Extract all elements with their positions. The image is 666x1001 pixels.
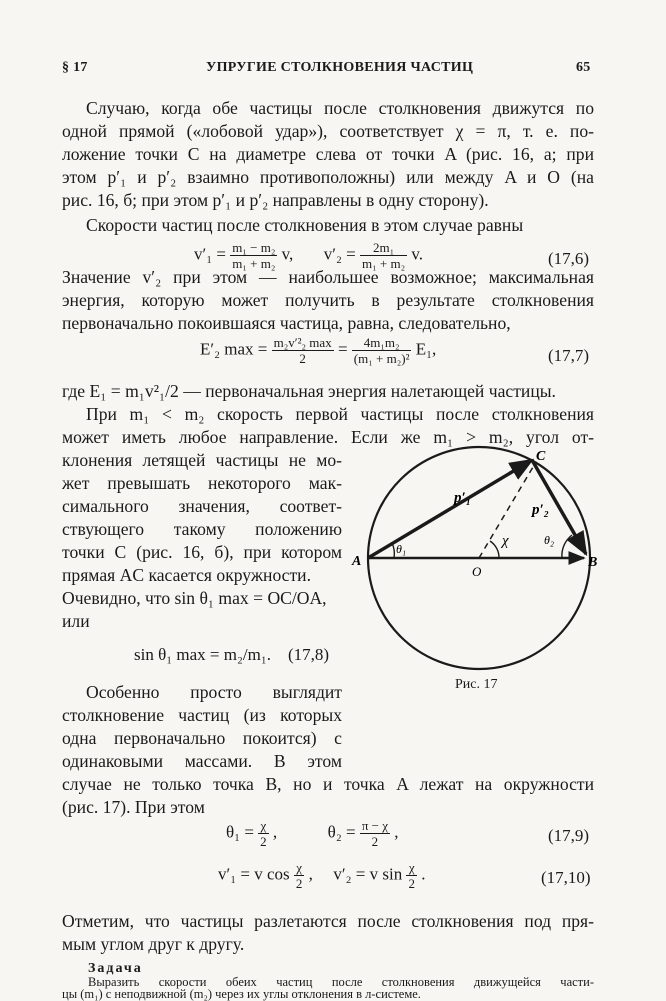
equation-17-8: sin θ₁ max = m₂/m₁.: [134, 645, 272, 664]
text-line: Значение v′₂ при этом — наибольшее возможное; максимальная: [62, 267, 594, 287]
section-number: § 17: [62, 60, 88, 75]
task-heading: Задача: [88, 961, 143, 976]
fraction: $\frac{\text{m₁ − m₂}}{\text{m₁ + m₂}}$: [232, 240, 276, 271]
paragraph-4: где E₁ = m₁v²₁/2 — первоначальная энергия налетающей частицы.: [62, 381, 556, 401]
label-theta1: θ₁: [396, 542, 407, 556]
eq-term: θ₁ =: [226, 822, 254, 842]
angle-chi-arc: [490, 541, 499, 558]
text-line: энергия, которую может получить в результате столкновения: [62, 290, 594, 310]
fraction: $\frac{\text{m₂v′²₂ max}}{2}$: [273, 335, 332, 366]
text-line: жет превышать некоторого мак-: [62, 473, 342, 493]
text-line: первоначально покоившаяся частица, равна, следовательно,: [62, 313, 511, 333]
text-line: Особенно просто выглядит: [86, 682, 342, 702]
text-line: Случаю, когда обе частицы после столкновения движутся по: [86, 98, 594, 118]
equation-17-10: v′₁ = v cos $\frac{\chi}{2}$ , v′₂ = v sin $\frac{\chi}{2}$ .: [218, 860, 426, 891]
fraction: $\frac{\chi}{2}$: [295, 860, 303, 891]
eq-term: E₁,: [415, 339, 437, 359]
equation-number: (17,9): [548, 826, 590, 845]
equation-17-7: [200, 335, 436, 366]
text-line: ложение точки C на диаметре слева от точки A (рис. 16, а; при: [62, 144, 594, 164]
eq-term: v′₂ = v sin: [333, 864, 403, 884]
text-line: одинаковыми массами. В этом: [62, 751, 342, 771]
eq-term: v′₂ =: [323, 244, 356, 264]
eq-term: =: [337, 339, 348, 359]
text-line: случае не только точка B, но и точка A лежат на окружности: [62, 774, 594, 794]
angle-theta2-arc: [562, 535, 572, 558]
eq-term: v′₁ =: [194, 244, 226, 264]
paragraph-2: Скорости частиц после столкновения в этом случае равны: [86, 215, 524, 235]
eq-term: E′₂ max =: [200, 339, 268, 359]
text-line: симального значения, соответ-: [62, 496, 342, 516]
label-C: C: [536, 449, 546, 464]
label-p2: p′₂: [532, 502, 549, 518]
equation-number: (17,6): [548, 249, 590, 268]
eq-term: v′₁ = v cos: [218, 864, 290, 884]
angle-theta1-arc: [392, 543, 394, 558]
text-line: мым углом друг к другу.: [62, 934, 245, 954]
eq-term: v,: [281, 244, 294, 264]
running-title: УПРУГИЕ СТОЛКНОВЕНИЯ ЧАСТИЦ: [206, 60, 474, 75]
fraction: $\frac{\text{4m₁m₂}}{\text{(m₁ + m₂)²}}$: [353, 335, 410, 366]
figure-caption: Рис. 17: [455, 677, 498, 692]
equation-17-9: θ₁ = $\frac{\chi}{2}$ , θ₂ = $\frac{\pi - \chi}{2}$ ,: [226, 818, 399, 849]
text-line: этом p′₁ и p′₂ взаимно противоположны) или между A и O (на: [62, 167, 594, 187]
text-line: рис. 16, б; при этом p′₁ и p′₂ направлены в одну сторону).: [62, 190, 489, 210]
text-line: Отметим, что частицы разлетаются после столкновения под пря-: [62, 911, 594, 931]
label-O: O: [472, 564, 482, 579]
equation-number: (17,10): [541, 868, 591, 887]
text-line: Очевидно, что sin θ₁ max = OC/OA,: [62, 588, 327, 608]
text-line: клонения летящей частицы не мо-: [62, 450, 342, 470]
text-line: одной прямой («лобовой удар»), соответствует χ = π, т. е. по-: [62, 121, 594, 141]
equation-number: (17,7): [548, 346, 590, 365]
equation-number: (17,8): [288, 645, 330, 664]
text-line: прямая AC касается окружности.: [62, 565, 311, 585]
figure-17: [350, 440, 610, 690]
fraction: $\frac{\pi - \chi}{2}$: [361, 818, 389, 849]
text-line: точки C (рис. 16, б), при котором: [62, 542, 342, 562]
fraction: $\frac{\chi}{2}$: [408, 860, 415, 891]
task-text: Выразить скорости обеих частиц после столкновения движущейся части-: [88, 975, 594, 989]
label-chi: χ: [502, 533, 509, 549]
task-text: цы (m₁) с неподвижной (m₂) через их углы отклонения в л-системе.: [62, 987, 421, 1001]
text-line: одна первоначально покоится) с: [62, 728, 342, 748]
eq-term: θ₂ =: [327, 822, 356, 842]
label-p1: p′₁: [454, 490, 471, 506]
eq-term: v.: [411, 244, 424, 264]
label-theta2: θ₂: [544, 533, 555, 547]
label-B: B: [588, 555, 598, 570]
page-number: 65: [576, 60, 591, 75]
text-line: При m₁ < m₂ скорость первой частицы после столкновения: [86, 404, 594, 424]
text-line: (рис. 17). При этом: [62, 797, 205, 817]
fraction: $\frac{\chi}{2}$: [260, 818, 267, 849]
text-line: столкновение частиц (из которых: [62, 705, 342, 725]
text-line: ствующего такому положению: [62, 519, 342, 539]
text-line: может иметь любое направление. Если же m₁ > m₂, угол от-: [62, 427, 594, 447]
text-line: или: [62, 611, 90, 631]
fraction: $\frac{\text{2m₁}}{\text{m₁ + m₂}}$: [362, 240, 406, 271]
label-A: A: [352, 554, 362, 569]
